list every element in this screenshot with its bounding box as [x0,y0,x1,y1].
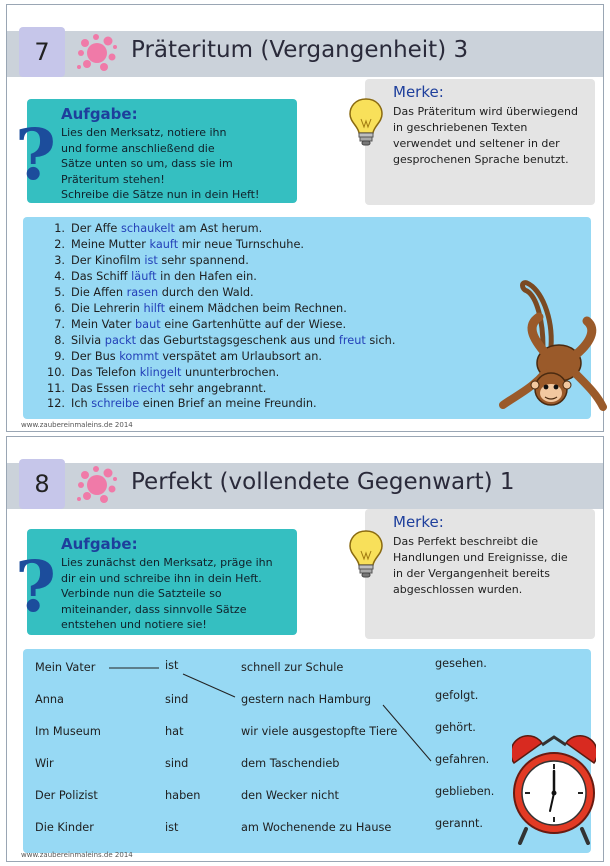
subject-cell: Wir [35,757,54,770]
phrase-cell: wir viele ausgestopfte Tiere [241,725,398,738]
worksheet-card-8 [6,436,604,862]
lightbulb-icon [347,529,385,581]
phrase-cell: dem Taschendieb [241,757,340,770]
merke-box [365,509,595,639]
list-item: 8. Silvia packt das Geburtstagsgeschenk aus und freut sich. [54,333,396,347]
merke-text: Das Präteritum wird überwiegend in geschriebenen Texten verwendet und seltener in der gesprochenen Sprache benutzt. [393,105,578,166]
auxiliary-cell: hat [165,725,184,738]
copyright-footer: www.zaubereinmaleins.de 2014 [21,421,133,429]
card-title: Perfekt (vollendete Gegenwart) 1 [131,469,515,495]
alarm-clock-illustration [512,733,596,845]
participle-cell: gehört. [435,721,476,734]
merke-box [365,79,595,205]
list-item: 12. Ich schreibe einen Brief an meine Freundin. [47,397,317,411]
phrase-cell: den Wecker nicht [241,789,339,802]
phrase-cell: schnell zur Schule [241,661,344,674]
merke-title: Merke: [393,83,444,101]
connector-line [383,705,431,761]
paint-splat-icon [77,465,117,505]
monkey-illustration [491,277,607,417]
participle-cell: gesehen. [435,657,487,670]
phrase-cell: am Wochenende zu Hause [241,821,392,834]
list-item: 2. Meine Mutter kauft mir neue Turnschuhe. [54,237,304,251]
list-item: 3. Der Kinofilm ist sehr spannend. [54,253,249,267]
auxiliary-cell: ist [165,659,179,672]
participle-cell: geblieben. [435,785,495,798]
subject-cell: Im Museum [35,725,101,738]
card-title: Präteritum (Vergangenheit) 3 [131,37,469,63]
question-mark-icon: ? [15,545,57,628]
task-box [27,529,297,635]
task-title: Aufgabe: [61,535,138,553]
auxiliary-cell: sind [165,757,189,770]
card-number: 8 [19,459,65,509]
task-text: Lies zunächst den Merksatz, präge ihn dir ein und schreibe ihn in dein Heft. Verbinde nun die Satzteile so miteinander, dass sinnvolle Sätze entstehen und notiere sie! [61,556,273,632]
participle-cell: gefahren. [435,753,490,766]
lightbulb-icon [347,97,385,149]
auxiliary-cell: ist [165,821,179,834]
worksheet-card-7 [6,4,604,432]
card-number: 7 [19,27,65,77]
question-mark-icon: ? [15,113,57,196]
list-item: 5. Die Affen rasen durch den Wald. [54,285,254,299]
merke-text: Das Perfekt beschreibt die Handlungen und Ereignisse, die in der Vergangenheit bereits abgeschlossen wurden. [393,535,568,596]
subject-cell: Mein Vater [35,661,96,674]
list-item: 4. Das Schiff läuft in den Hafen ein. [54,269,257,283]
task-text: Lies den Merksatz, notiere ihn und forme anschließend die Sätze unten so um, dass sie im Präteritum stehen! Schreibe die Sätze nun in dein Heft! [61,126,260,202]
auxiliary-cell: sind [165,693,189,706]
subject-cell: Anna [35,693,64,706]
task-box [27,99,297,203]
participle-cell: gerannt. [435,817,484,830]
list-item: 9. Der Bus kommt verspätet am Urlaubsort an. [54,349,322,363]
list-item: 6. Die Lehrerin hilft einem Mädchen beim Rechnen. [54,301,347,315]
phrase-cell: gestern nach Hamburg [241,693,371,706]
connector-lines [23,649,591,853]
subject-cell: Die Kinder [35,821,94,834]
merke-title: Merke: [393,513,444,531]
connector-line [183,674,235,697]
list-item: 10. Das Telefon klingelt ununterbrochen. [47,365,280,379]
subject-cell: Der Polizist [35,789,98,802]
paint-splat-icon [77,33,117,73]
copyright-footer: www.zaubereinmaleins.de 2014 [21,851,133,859]
matching-exercise-box [23,649,591,853]
list-item: 7. Mein Vater baut eine Gartenhütte auf der Wiese. [54,317,347,331]
participle-cell: gefolgt. [435,689,479,702]
task-title: Aufgabe: [61,105,138,123]
auxiliary-cell: haben [165,789,201,802]
list-item: 1. Der Affe schaukelt am Ast herum. [54,222,263,235]
list-item: 11. Das Essen riecht sehr angebrannt. [47,381,267,395]
